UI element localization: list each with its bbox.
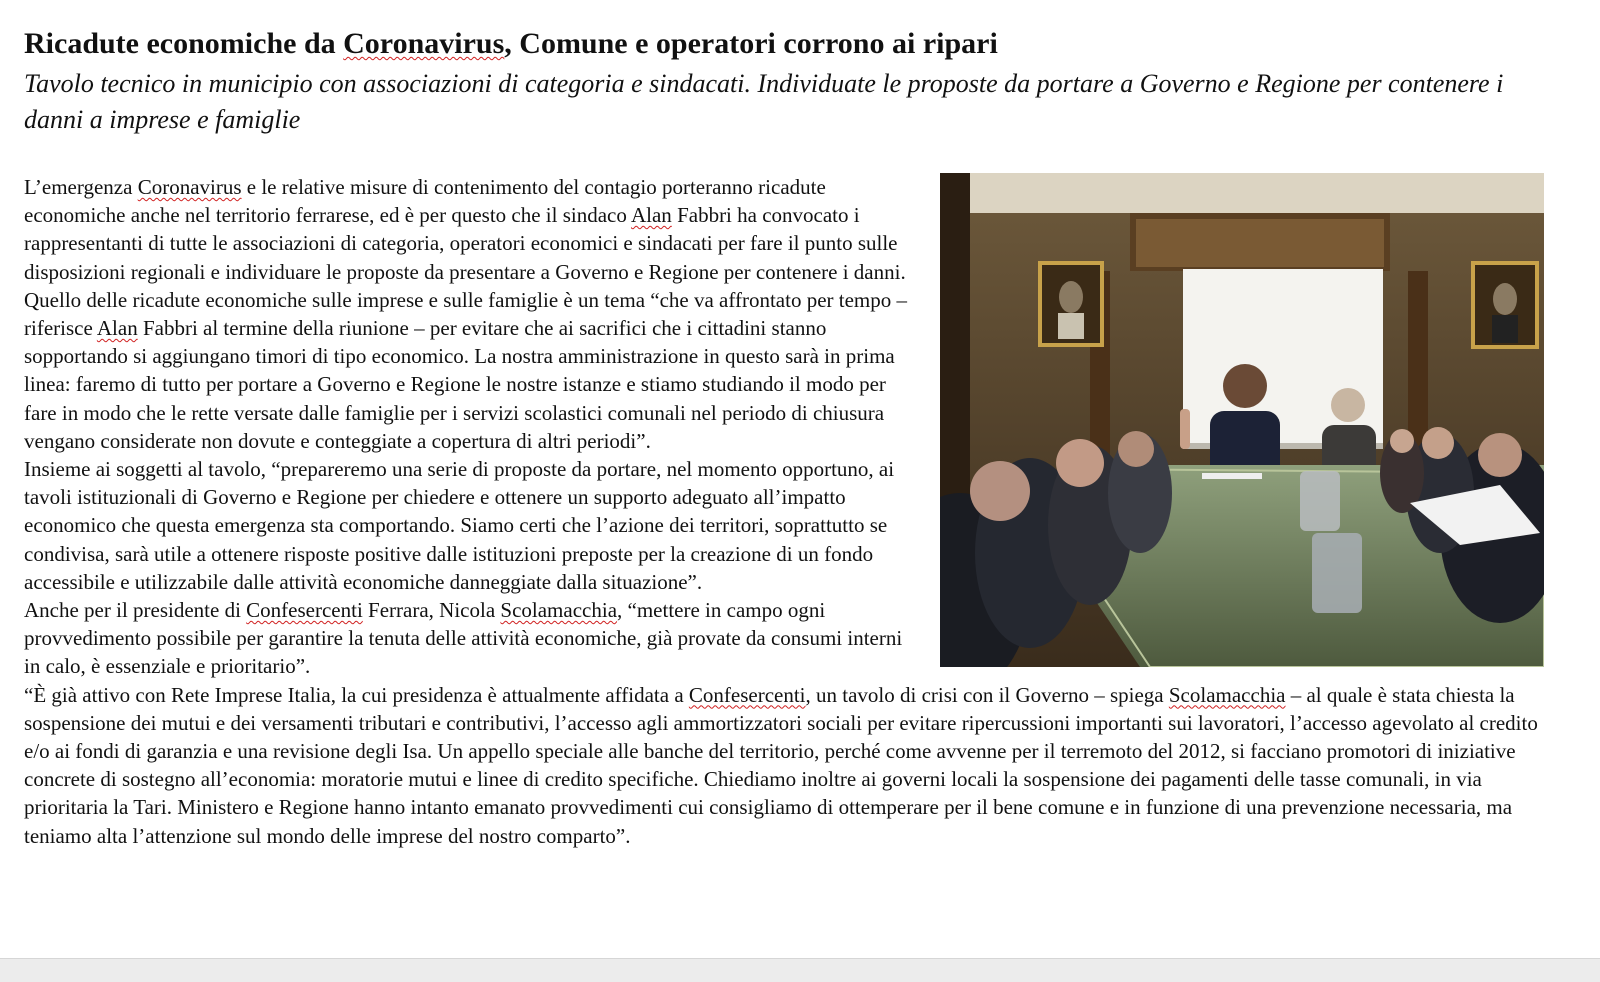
- spellcheck-word: Coronavirus: [343, 27, 505, 60]
- spellcheck-word: Scolamacchia: [1168, 682, 1286, 707]
- text-run: , “mettere in campo ogni provvedimento possibile per garantire la tenuta delle attività economiche, già provate da consumi interni in calo, è essenziale e prioritario”.: [24, 598, 903, 679]
- text-run: – al quale è stata chiesta la sospensione dei mutui e dei versamenti tributari e contributivi, l’accesso agli ammortizzatori sociali per evitare ripercussioni importanti sui lavoratori, l’accesso agevolato al credito e/o ai fondi di garanzia e una revisione degli Isa. Un appello speciale alle banche del territorio, perché come avvenne per il terremoto del 2012, si facciano promotori di iniziative concrete di sostegno all’economia: moratorie mutui e linee di credito specifiche. Chiediamo inoltre ai governi locali la sospensione dei pagamenti delle tasse comunali, in via prioritaria la Tari. Ministero e Regione hanno intanto emanato provvedimenti cui consigliamo di ottemperare per il bene comune e in funzione di una prevenzione necessaria, ma teniamo alta l’attenzione sul mondo delle imprese del nostro comparto”.: [24, 682, 1538, 848]
- headline-text: , Comune e operatori corrono ai ripari: [504, 27, 998, 60]
- article-subtitle: Tavolo tecnico in municipio con associazioni di categoria e sindacati. Individuate le proposte da portare a Governo e Regione per contenere i danni a imprese e famiglie: [24, 69, 1504, 134]
- text-run: Quello delle ricadute economiche sulle imprese e sulle famiglie è un tema “che va affrontato per tempo – riferisce: [24, 287, 908, 341]
- text-run: Anche per il presidente di: [24, 598, 247, 623]
- text-run: e le relative misure di contenimento del contagio porteranno ricadute economiche anche nel territorio ferrarese, ed è per questo che il sindaco: [24, 175, 826, 228]
- spellcheck-word: Coronavirus: [137, 175, 242, 199]
- text-run: , un tavolo di crisi con il Governo – spiega: [805, 682, 1169, 707]
- spellcheck-word: Confesercenti: [688, 682, 806, 707]
- text-run: Ferrara, Nicola: [362, 598, 501, 623]
- headline-text: Ricadute economiche da: [24, 27, 344, 60]
- paragraph: [24, 681, 1544, 850]
- spellcheck-word: Scolamacchia: [500, 598, 618, 623]
- status-bar: [0, 958, 1600, 982]
- text-run: Fabbri ha convocato i rappresentanti di tutte le associazioni di categoria, operatori economici e sindacati per fare il punto sulle disposizioni regionali e individuare le proposte da presentare a Governo e Regione per contenere i danni.: [24, 203, 906, 284]
- text-run: L’emergenza: [24, 175, 138, 199]
- meeting-photo-icon: [940, 173, 1544, 667]
- spellcheck-word: Confesercenti: [246, 598, 363, 623]
- paragraph: Insieme ai soggetti al tavolo, “prepareremo una serie di proposte da portare, nel momento opportuno, ai tavoli istituzionali di Governo e Regione per chiedere e ottenere un supporto adeguato all’impatto economico che questa emergenza sta comportando. Siamo certi che l’azione dei territori, soprattutto se condivisa, sarà utile a ottenere risposte positive dalle istituzioni preposte per la creazione di un fondo accessibile e utilizzabile dalle attività economiche danneggiate dalla situazione”.: [24, 457, 895, 594]
- article-body: [24, 173, 1544, 850]
- spellcheck-word: Alan: [630, 203, 672, 228]
- spellcheck-word: Alan: [96, 316, 138, 341]
- text-run: “È già attivo con Rete Imprese Italia, la cui presidenza è attualmente affidata a: [24, 682, 689, 707]
- text-run: Fabbri al termine della riunione – per evitare che ai sacrifici che i cittadini stanno sopportando si aggiungano timori di tipo economico. La nostra amministrazione in questo sarà in prima linea: faremo di tutto per portare a Governo e Regione le nostre istanze e stiamo studiando il modo per fare in modo che le rette versate dalle famiglie per i servizi scolastici comunali nel periodo di chiusura vengano considerate non dovute e conteggiate a copertura di altri periodi”.: [24, 316, 895, 453]
- article-headline: [24, 26, 1564, 62]
